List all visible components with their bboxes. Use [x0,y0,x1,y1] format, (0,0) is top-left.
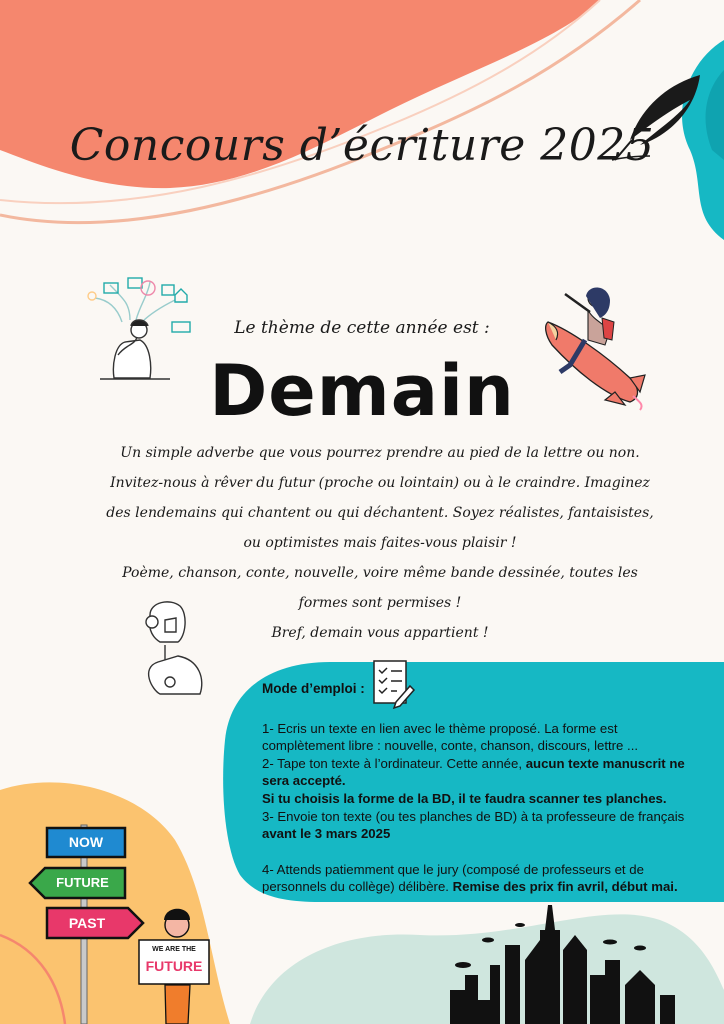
mode-title: Mode d’emploi : [262,681,365,696]
sign-future-label: FUTURE [56,875,109,890]
description-line: Un simple adverbe que vous pourrez prendre au pied de la lettre ou non. [120,445,640,461]
description-line: Poème, chanson, conte, nouvelle, voire même bande dessinée, toutes les formes sont permises ! [122,565,638,611]
sign-now-label: NOW [68,834,104,850]
theme-intro: Le thème de cette année est : [234,318,490,338]
description-line: Bref, demain vous appartient ! [271,625,489,641]
step-2: 2- Tape ton texte à l’ordinateur. Cette année, aucun texte manuscrit ne sera accepté. [262,755,685,789]
step-2-bd: Si tu choisis la forme de la BD, il te faudra scanner tes planches. [262,790,667,806]
theme-word: Demain [209,350,515,432]
page-title: Concours d’écriture 2025 [69,120,655,171]
theme-description [100,438,660,648]
kid-sign-line2: FUTURE [145,958,203,974]
step-3: 3- Envoie ton texte (ou tes planches de BD) à ta professeure de français avant le 3 mars 2025 [262,808,685,842]
mode-emploi-panel [262,680,702,896]
yellow-corner-blob [0,782,230,1024]
sign-past-label: PAST [68,915,106,931]
step-4: 4- Attends patiemment que le jury (composé de professeurs et de personnels du collège) délibère. Remise des prix fin avril, début mai. [262,861,678,895]
description-line: Invitez-nous à rêver du futur (proche ou lointain) ou à le craindre. Imaginez des lendemains qui chantent ou qui déchantent. Soyez réalistes, fantaisistes, ou optimistes mais faites-vous plaisir ! [106,475,654,551]
step-1: 1- Ecris un texte en lien avec le thème proposé. La forme est complètement libre : nouvelle, conte, chanson, discours, lettre ... [262,720,639,754]
kid-sign-line1: WE ARE THE [152,946,196,953]
